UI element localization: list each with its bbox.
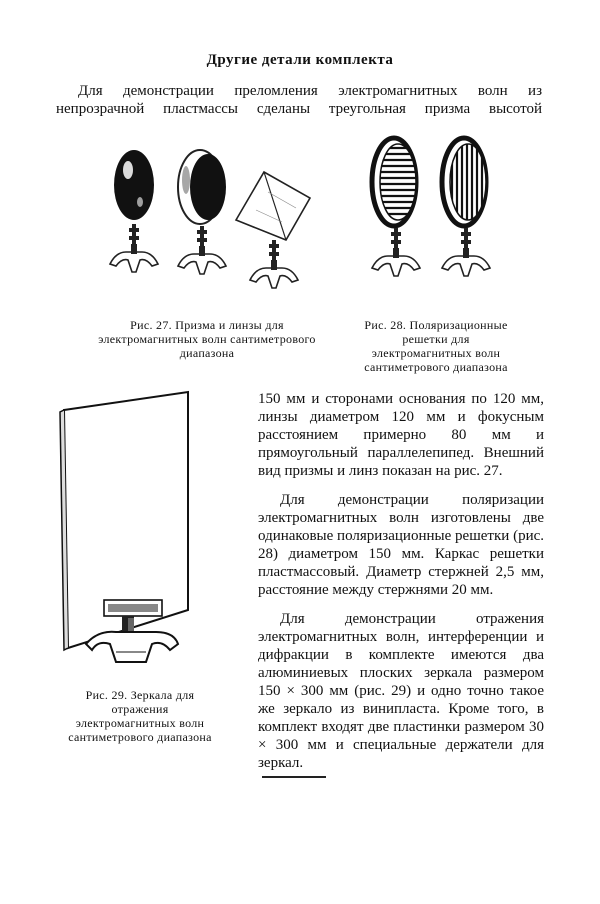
figure-28-illustration (360, 132, 500, 302)
intro-line-1: Для демонстрации преломления электромагнитных волн из (78, 83, 542, 99)
figure-27-illustration (96, 140, 336, 300)
lens-1-icon (110, 150, 158, 272)
prism-icon (236, 172, 310, 288)
section-divider (262, 776, 326, 778)
grating-2-icon (442, 132, 490, 276)
figure-29-illustration (58, 386, 208, 676)
grating-1-icon (370, 138, 430, 276)
body-text (258, 390, 544, 783)
lens-2-icon (178, 150, 226, 274)
intro-line-2: непрозрачной пластмассы сделаны треугольная призма высотой (56, 101, 542, 117)
paragraph-2: Для демонстрации поляризации электромагнитных волн изготовлены две одинаковые поляризационные решетки (рис. 28) диаметром 150 мм. Каркас решетки пластмассовый. Диаметр стержней 2,5 мм, расстояние между стержнями 20 мм. (258, 492, 544, 598)
mirror-icon (60, 392, 188, 662)
paragraph-3: Для демонстрации отражения электромагнитных волн, интерференции и дифракции в комплекте имеются два алюминиевых плоских зеркала размером 150 × 300 мм (рис. 29) и одно точно такое же зеркало из винипласта. Кроме того, в комплект входят две пластинки размером 30 × 300 мм и специальные держатели для зеркал. (258, 611, 544, 771)
intro-text (56, 82, 542, 118)
figure-29-caption: Рис. 29. Зеркала для отражения электромагнитных волн сантиметрового диапазона (68, 688, 212, 744)
figure-28-caption: Рис. 28. Поляризационные решетки для электромагнитных волн сантиметрового диапазона (364, 318, 508, 374)
paragraph-1: 150 мм и сторонами основания по 120 мм, линзы диаметром 120 мм и фокусным расстоянием примерно 80 мм и прямоугольный параллелепипед. Внешний вид призмы и линз показан на рис. 27. (258, 391, 544, 479)
page-heading: Другие детали комплекта (206, 52, 394, 68)
figure-27-caption: Рис. 27. Призма и линзы для электромагнитных волн сантиметрового диапазона (98, 318, 316, 360)
